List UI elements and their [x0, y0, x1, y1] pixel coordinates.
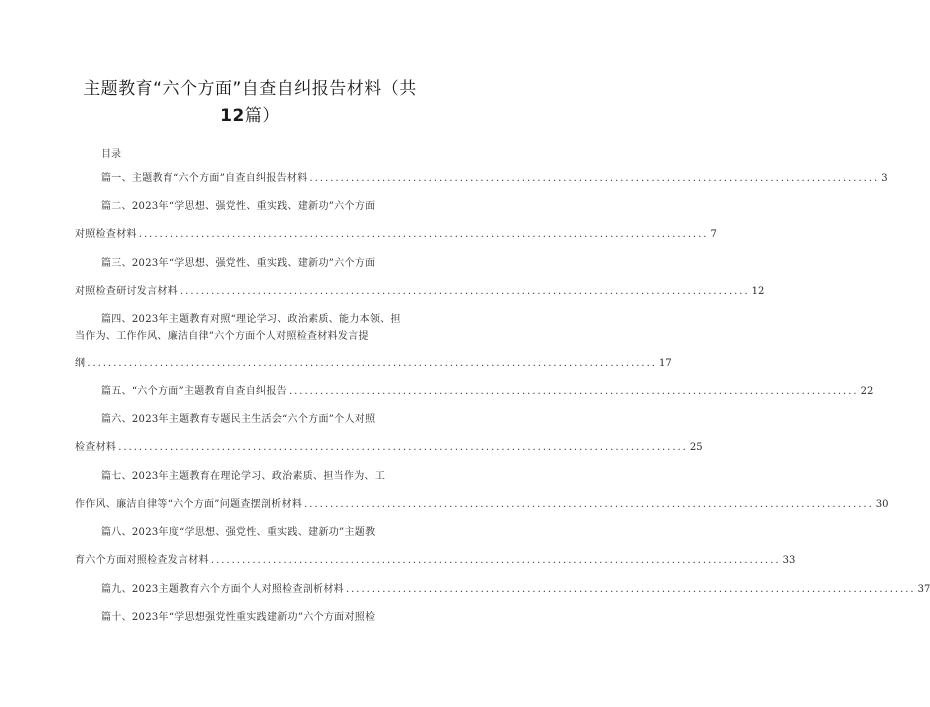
toc-entry-text: 篇一、主题教育“六个方面”自查自纠报告材料: [101, 173, 308, 184]
toc-entry-10-line1[interactable]: 篇十、2023年“学思想强党性重实践建新功”六个方面对照检: [101, 612, 376, 623]
toc-entry-3[interactable]: [75, 286, 765, 298]
toc-entry-text: 对照检查研讨发言材料: [75, 286, 178, 297]
toc-entry-4[interactable]: [75, 358, 672, 370]
toc-page-number: 12: [751, 286, 765, 297]
toc-page-number: 30: [875, 499, 889, 510]
toc-entry-text: 检查材料: [75, 442, 117, 453]
toc-leader-dots: ..............................................................................................................: [138, 229, 709, 240]
toc-leader-dots: ..............................................................................................................: [118, 442, 688, 453]
toc-entry-9[interactable]: [101, 584, 930, 596]
toc-entry-8[interactable]: [75, 555, 796, 567]
toc-entry-text: 篇九、2023主题教育六个方面个人对照检查剖析材料: [101, 584, 344, 595]
document-title-line1: 主题教育“六个方面”自查自纠报告材料（共: [83, 79, 417, 99]
toc-page-number: 22: [860, 386, 874, 397]
toc-entry-1[interactable]: [101, 173, 888, 185]
toc-leader-dots: ..............................................................................................................: [288, 386, 859, 397]
toc-entry-8-line1[interactable]: 篇八、2023年度“学思想、强党性、重实践、建新功”主题教: [101, 527, 376, 538]
toc-entry-4-line2[interactable]: 当作为、工作作风、廉洁自律”六个方面个人对照检查材料发言提: [75, 331, 369, 342]
toc-entry-7-line1[interactable]: 篇七、2023年主题教育在理论学习、政治素质、担当作为、工: [101, 471, 386, 482]
toc-page-number: 37: [917, 584, 930, 595]
toc-leader-dots: ..............................................................................................................: [309, 173, 880, 184]
toc-entry-2-line1[interactable]: 篇二、2023年“学思想、强党性、重实践、建新功”六个方面: [101, 201, 376, 212]
toc-entry-text: 篇五、“六个方面”主题教育自查自纠报告: [101, 386, 287, 397]
toc-entry-2[interactable]: [75, 229, 717, 241]
toc-entry-text: 作作风、廉洁自律等“六个方面”问题查摆剖析材料: [75, 499, 303, 510]
toc-entry-6-line1[interactable]: 篇六、2023年主题教育专题民主生活会“六个方面”个人对照: [101, 414, 376, 425]
toc-entry-5[interactable]: [101, 386, 874, 398]
toc-page-number: 33: [782, 555, 796, 566]
toc-leader-dots: ..............................................................................................................: [180, 286, 750, 297]
toc-page-number: 3: [881, 173, 888, 184]
toc-entry-6[interactable]: [75, 442, 703, 454]
toc-entry-3-line1[interactable]: 篇三、2023年“学思想、强党性、重实践、建新功”六个方面: [101, 258, 376, 269]
toc-page-number: 17: [658, 358, 672, 369]
title-count: 12: [220, 106, 245, 126]
toc-leader-dots: ..............................................................................................................: [304, 499, 874, 510]
toc-leader-dots: ..............................................................................................................: [210, 555, 781, 566]
toc-page-number: 25: [689, 442, 703, 453]
toc-entry-text: 育六个方面对照检查发言材料: [75, 555, 209, 566]
toc-entry-text: 纲: [75, 358, 86, 369]
toc-entry-text: 对照检查材料: [75, 229, 137, 240]
toc-entry-7[interactable]: [75, 499, 889, 511]
toc-leader-dots: ..............................................................................................................: [87, 358, 657, 369]
title-suffix: 篇）: [244, 106, 280, 126]
toc-entry-4-line1[interactable]: 篇四、2023年主题教育对照“理论学习、政治素质、能力本领、担: [101, 314, 401, 325]
toc-heading: 目录: [101, 149, 121, 160]
document-title-line2: [60, 101, 440, 126]
toc-page-number: 7: [710, 229, 717, 240]
toc-leader-dots: ..............................................................................................................: [345, 584, 916, 595]
